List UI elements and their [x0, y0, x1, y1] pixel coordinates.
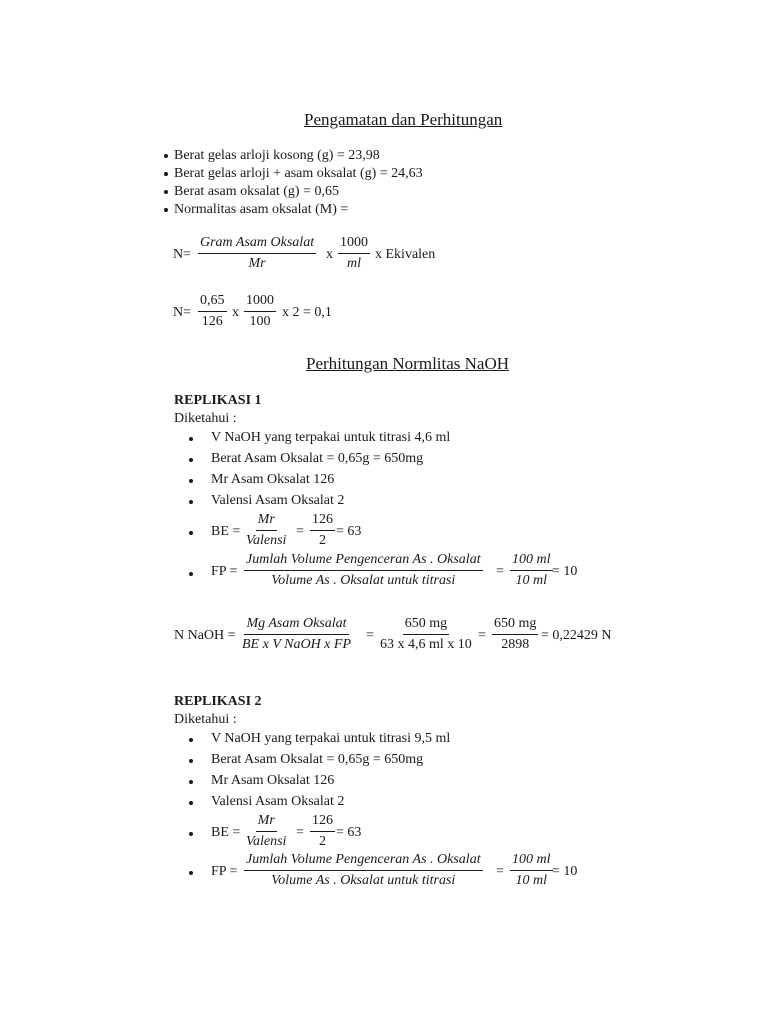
bullet-icon — [164, 190, 168, 194]
bullet-icon — [189, 572, 193, 576]
fraction-numerator: 100 ml — [510, 853, 553, 871]
fraction — [380, 617, 472, 652]
equals-sign: = — [296, 825, 304, 840]
fraction-denominator: BE x V NaOH x FP — [242, 637, 351, 652]
fraction — [310, 814, 335, 849]
fraction-denominator: Volume As . Oksalat untuk titrasi — [271, 573, 456, 588]
bullet-icon — [189, 531, 193, 535]
fraction — [246, 513, 286, 548]
bullet-icon — [189, 801, 193, 805]
list-item: Valensi Asam Oksalat 2 — [211, 794, 345, 809]
bullet-icon — [164, 172, 168, 176]
list-item: V NaOH yang terpakai untuk titrasi 4,6 ml — [211, 430, 451, 445]
fraction — [198, 294, 227, 329]
fraction-numerator: 126 — [310, 814, 335, 832]
bullet-icon — [189, 871, 193, 875]
fraction-denominator: Mr — [248, 256, 266, 271]
fraction — [198, 236, 316, 271]
fraction-numerator: 1000 — [244, 294, 276, 312]
formula-lhs: FP = — [211, 564, 238, 579]
observation-item: Berat asam oksalat (g) = 0,65 — [174, 184, 339, 199]
observation-item: Berat gelas arloji + asam oksalat (g) = 24,63 — [174, 166, 423, 181]
fraction-denominator: Valensi — [246, 834, 287, 849]
equals-sign: = — [496, 864, 504, 879]
list-item: Mr Asam Oksalat 126 — [211, 773, 335, 788]
fraction-denominator: 100 — [249, 314, 271, 329]
fraction-denominator: 2 — [319, 834, 326, 849]
fraction-numerator: Gram Asam Oksalat — [198, 236, 316, 254]
fraction-denominator: 10 ml — [515, 573, 547, 588]
bullet-icon — [164, 154, 168, 158]
fraction — [510, 853, 553, 888]
section-title-normalitas-naoh: Perhitungan Normlitas NaOH — [306, 354, 510, 373]
fraction — [242, 617, 351, 652]
diketahui-label: Diketahui : — [174, 411, 237, 426]
equals-sign: = — [478, 628, 486, 643]
fraction-numerator: 1000 — [338, 236, 370, 254]
times-sign: x — [326, 247, 333, 262]
diketahui-label: Diketahui : — [174, 712, 237, 727]
replikasi-1-label: REPLIKASI 1 — [174, 393, 262, 408]
fraction-numerator: 126 — [310, 513, 335, 531]
observation-item: Normalitas asam oksalat (M) = — [174, 202, 349, 217]
fraction-numerator: Mg Asam Oksalat — [244, 617, 348, 635]
fraction-denominator: 2 — [319, 533, 326, 548]
fraction-numerator-text: 650 mg — [404, 616, 448, 631]
fraction-numerator: 0,65 — [198, 294, 227, 312]
equals-sign: = — [366, 628, 374, 643]
fraction-numerator: Jumlah Volume Pengenceran As . Oksalat — [244, 853, 483, 871]
times-sign: x — [232, 305, 239, 320]
fraction-denominator: 126 — [201, 314, 223, 329]
fraction-numerator: Mr — [256, 513, 277, 531]
list-item: Berat Asam Oksalat = 0,65g = 650mg — [211, 451, 424, 466]
formula-result: = 10 — [552, 864, 578, 879]
fraction-denominator: 10 ml — [515, 873, 547, 888]
formula-lhs: BE = — [211, 825, 241, 840]
bullet-icon — [189, 759, 193, 763]
fraction — [244, 553, 483, 588]
formula-lhs: N NaOH = — [174, 628, 236, 643]
fraction — [510, 553, 553, 588]
fraction-denominator: 2898 — [501, 637, 530, 652]
replikasi-2-label: REPLIKASI 2 — [174, 694, 262, 709]
section-title-pengamatan: Pengamatan dan Perhitungan — [304, 110, 503, 129]
fraction-denominator: ml — [347, 256, 361, 271]
formula-tail: x 2 = 0,1 — [282, 305, 332, 320]
formula-lhs: N= — [173, 305, 192, 320]
bullet-icon — [189, 780, 193, 784]
formula-result: = 63 — [336, 825, 362, 840]
bullet-icon — [189, 832, 193, 836]
fraction — [338, 236, 370, 271]
list-item: Mr Asam Oksalat 126 — [211, 472, 335, 487]
bullet-icon — [189, 437, 193, 441]
formula-result: = 0,22429 N — [541, 628, 612, 643]
fraction — [492, 617, 538, 652]
fraction-denominator: 63 x 4,6 ml x 10 — [380, 637, 472, 652]
fraction-numerator: 650 mg — [492, 617, 538, 635]
fraction — [310, 513, 335, 548]
list-item: V NaOH yang terpakai untuk titrasi 9,5 ml — [211, 731, 451, 746]
formula-lhs: BE = — [211, 524, 241, 539]
list-item: Berat Asam Oksalat = 0,65g = 650mg — [211, 752, 424, 767]
equals-sign: = — [296, 524, 304, 539]
formula-result: = 63 — [336, 524, 362, 539]
formula-tail: x Ekivalen — [375, 247, 436, 262]
bullet-icon — [189, 500, 193, 504]
fraction-numerator — [403, 617, 449, 635]
equals-sign: = — [496, 564, 504, 579]
bullet-icon — [189, 738, 193, 742]
fraction-numerator: 100 ml — [510, 553, 553, 571]
fraction-denominator: Valensi — [246, 533, 287, 548]
fraction — [244, 294, 276, 329]
bullet-icon — [189, 458, 193, 462]
fraction-denominator: Volume As . Oksalat untuk titrasi — [271, 873, 456, 888]
fraction — [246, 814, 286, 849]
fraction-numerator: Jumlah Volume Pengenceran As . Oksalat — [244, 553, 483, 571]
bullet-icon — [164, 208, 168, 212]
formula-lhs: N= — [173, 247, 192, 262]
observation-item: Berat gelas arloji kosong (g) = 23,98 — [174, 148, 380, 163]
bullet-icon — [189, 479, 193, 483]
fraction — [244, 853, 483, 888]
formula-result: = 10 — [552, 564, 578, 579]
fraction-numerator: Mr — [256, 814, 277, 832]
list-item: Valensi Asam Oksalat 2 — [211, 493, 345, 508]
formula-lhs: FP = — [211, 864, 238, 879]
